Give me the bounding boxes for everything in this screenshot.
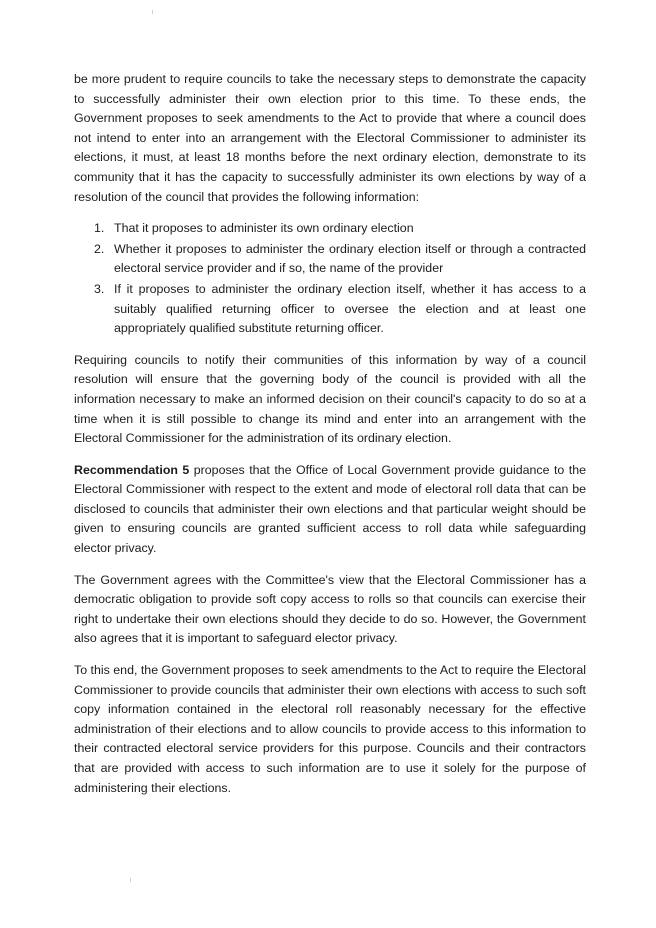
recommendation-label: Recommendation 5 <box>74 462 190 477</box>
paragraph-3 <box>74 461 586 559</box>
paragraph-2: Requiring councils to notify their communities of this information by way of a council resolution will ensure that the governing body of the council is provided with all the information necessary to make an informed decision on their council's capacity to do so at a time when it is still possible to change its mind and enter into an arrangement with the Electoral Commissioner for the administration of its ordinary election. <box>74 352 586 446</box>
recommendation-text: proposes that the Office of Local Government provide guidance to the Electoral Commissioner with respect to the extent and mode of electoral roll data that can be disclosed to councils that administer their own elections and that particular weight should be given to ensuring councils are granted sufficient access to roll data while safeguarding elector privacy. <box>74 462 586 556</box>
list-item-text: Whether it proposes to administer the ordinary election itself or through a contracted electoral service provider and if so, the name of the provider <box>114 241 586 276</box>
paragraph-4: The Government agrees with the Committee's view that the Electoral Commissioner has a democratic obligation to provide soft copy access to rolls so that councils can exercise their right to undertake their own elections should they decide to do so. However, the Government also agrees that it is important to safeguard elector privacy. <box>74 572 586 646</box>
paragraph-1: be more prudent to require councils to take the necessary steps to demonstrate the capacity to successfully administer their own election prior to this time. To these ends, the Government proposes to seek amendments to the Act to provide that where a council does not intend to enter into an arrangement with the Electoral Commissioner to administer its elections, it must, at least 18 months before the next ordinary election, demonstrate to its community that it has the capacity to successfully administer its own elections by way of a resolution of the council that provides the following information: <box>74 72 586 204</box>
list-item-number: 1. <box>94 221 105 236</box>
list-item-text: That it proposes to administer its own ordinary election <box>114 221 414 236</box>
scan-speck <box>152 10 153 14</box>
list-item-number: 2. <box>94 241 105 256</box>
list-item <box>94 280 586 339</box>
document-body <box>74 70 586 810</box>
list-item-number: 3. <box>94 281 105 296</box>
requirements-list <box>74 219 586 339</box>
scan-speck <box>130 878 131 882</box>
paragraph-5: To this end, the Government proposes to seek amendments to the Act to require the Electoral Commissioner to provide councils that administer their own elections with access to such soft copy information contained in the electoral roll reasonably necessary for the effective administration of their elections and to allow councils to provide access to this information to their contracted electoral service providers for this purpose. Councils and their contractors that are provided with access to such information are to use it solely for the purpose of administering their elections. <box>74 663 586 795</box>
list-item-text: If it proposes to administer the ordinary election itself, whether it has access to a suitably qualified returning officer to oversee the election and at least one appropriately qualified substitute returning officer. <box>114 281 586 336</box>
list-item <box>94 219 586 239</box>
list-item <box>94 240 586 279</box>
